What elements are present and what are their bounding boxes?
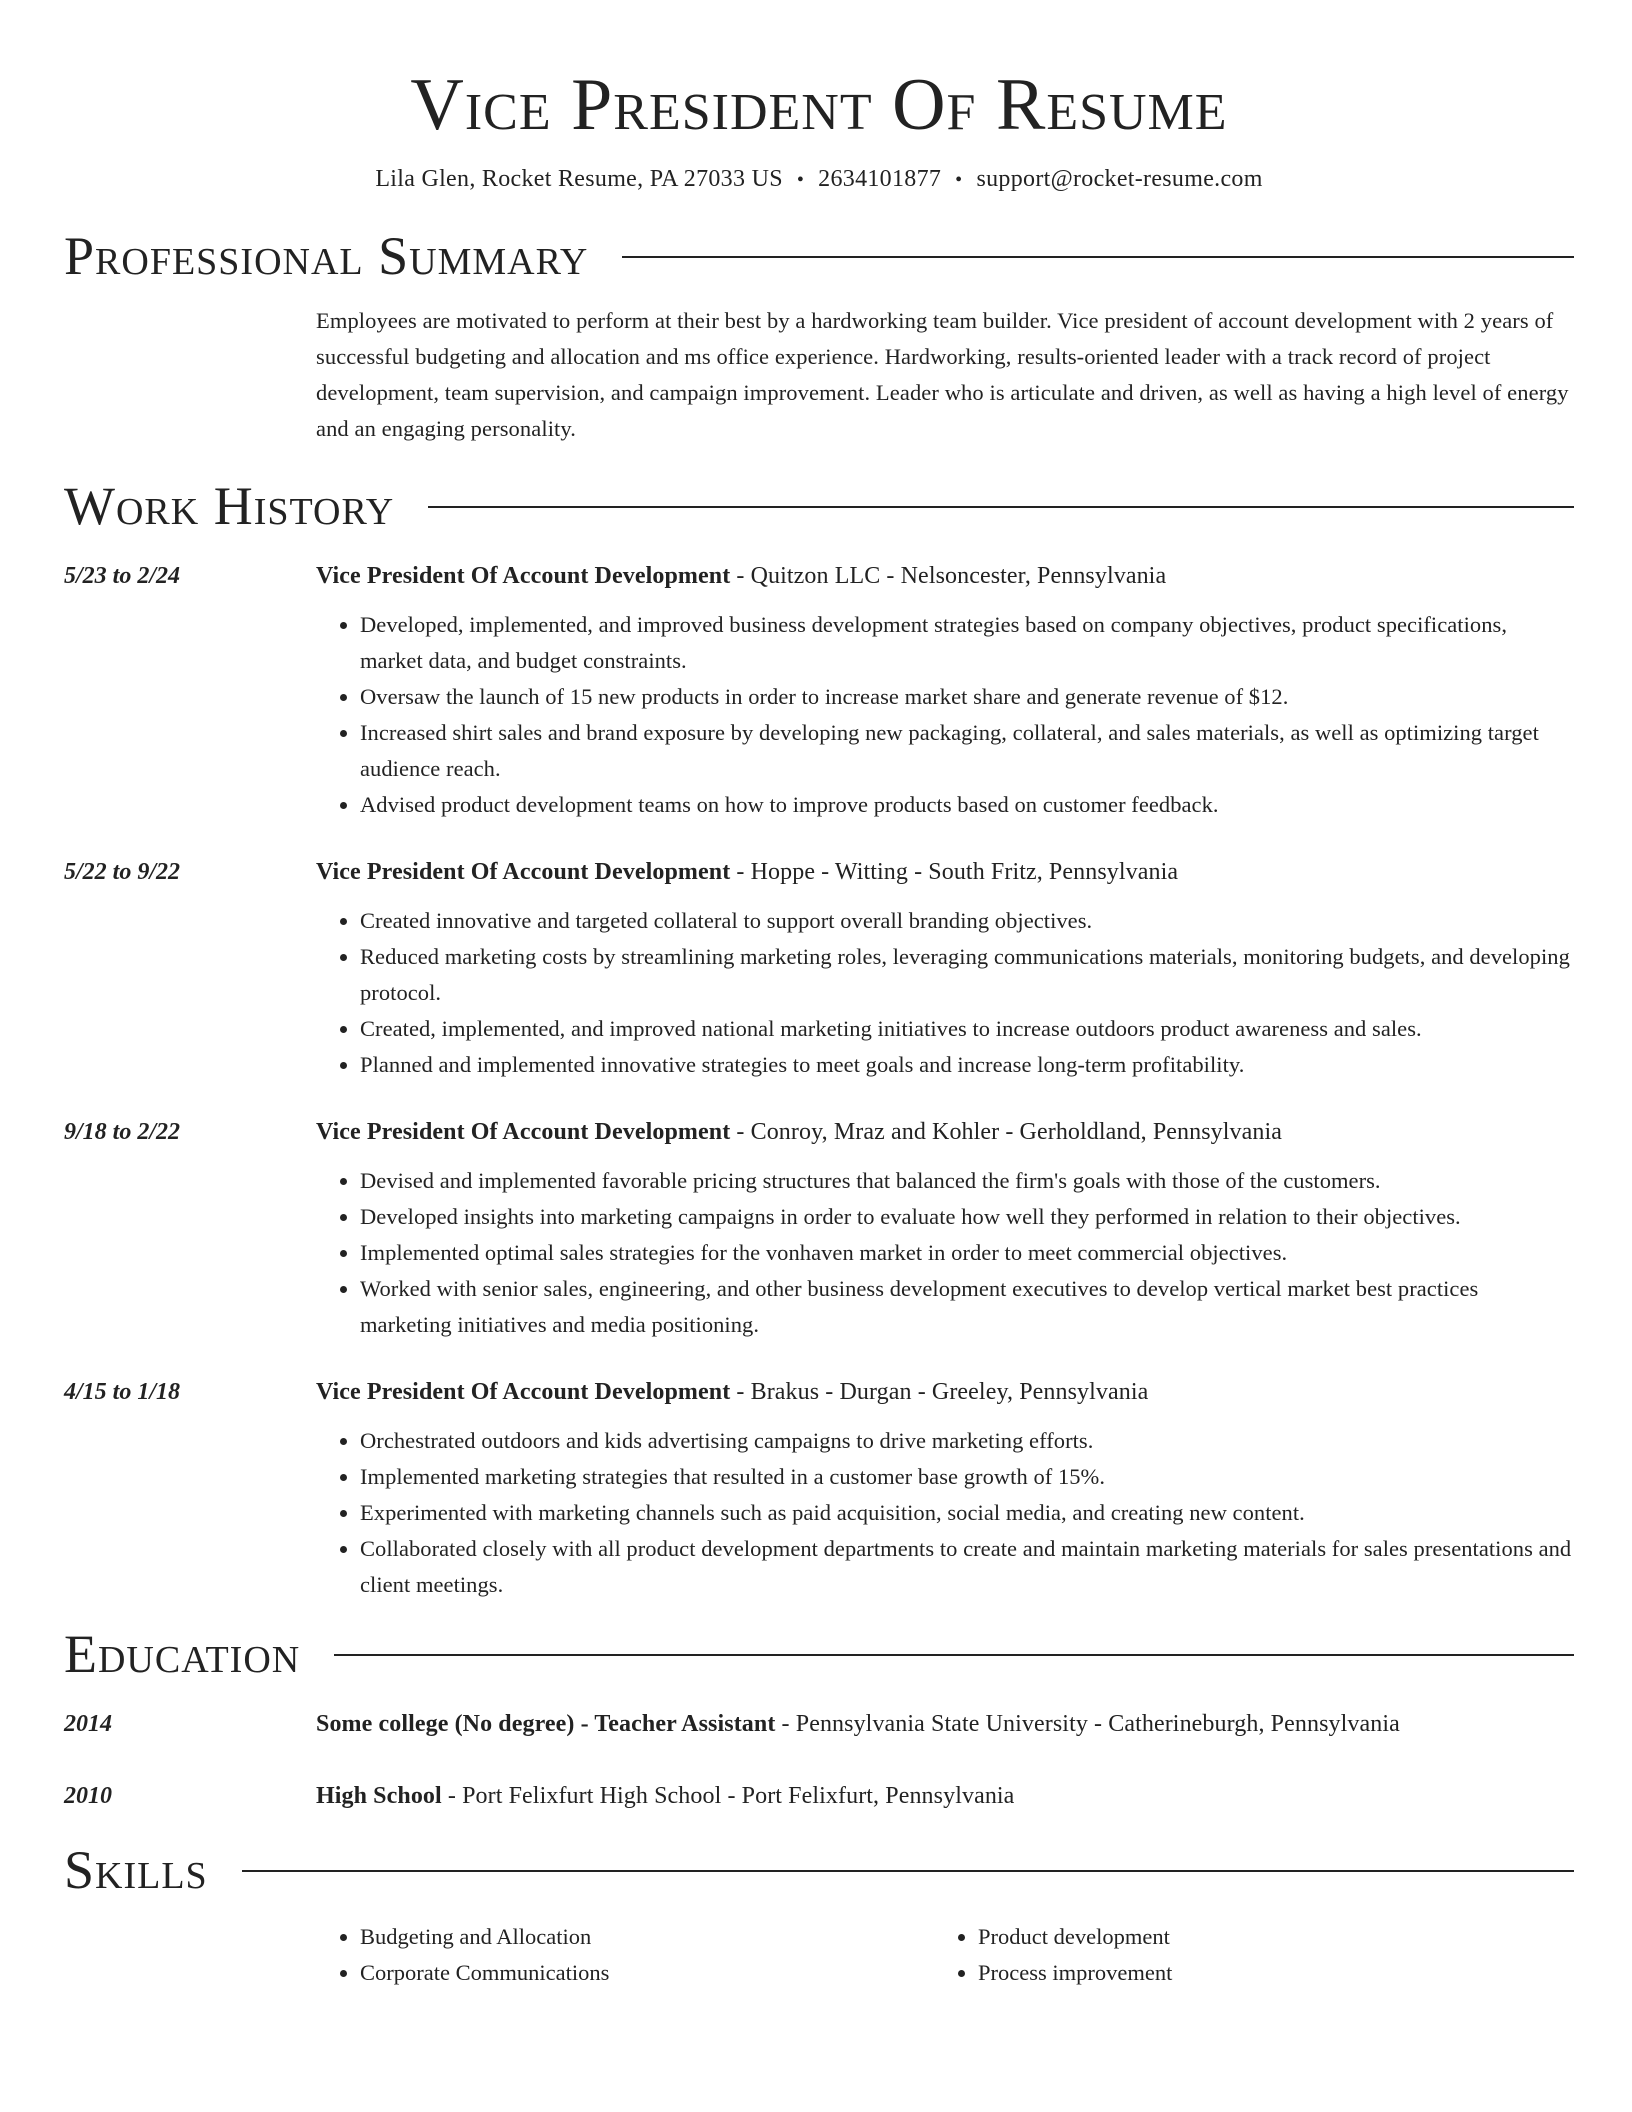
job-title: Vice President Of Account Development [316, 859, 731, 885]
job-bullet: • Developed, implemented, and improved business development strategies based on company objectives, product specifications, market data, and budget constraints. [360, 607, 1574, 679]
contact-email: support@rocket-resume.com [976, 166, 1263, 192]
job-body [316, 1377, 1574, 1603]
section-divider [242, 1870, 1574, 1872]
job-bullet: • Developed insights into marketing campaigns in order to evaluate how well they performed in relation to their objectives. [360, 1199, 1574, 1235]
job-bullet: • Created innovative and targeted collateral to support overall branding objectives. [360, 903, 1574, 939]
job-bullet: • Created, implemented, and improved national marketing initiatives to increase outdoors product awareness and sales. [360, 1011, 1574, 1047]
skills-columns [316, 1919, 1574, 1991]
job-body [316, 561, 1574, 823]
education-entry [64, 1781, 1574, 1811]
skills-section-header [64, 1841, 1574, 1899]
education-year: 2014 [64, 1711, 112, 1737]
work-history-list [64, 561, 1574, 1603]
education-headline [316, 1781, 1574, 1811]
job-title: Vice President Of Account Development [316, 1119, 731, 1145]
skills-heading: Skills [64, 1840, 208, 1900]
skills-column-left [316, 1919, 934, 1991]
education-list [64, 1709, 1574, 1811]
contact-phone: 2634101877 [818, 166, 942, 192]
job-headline [316, 1117, 1574, 1147]
education-details: - Pennsylvania State University - Catherineburgh, Pennsylvania [775, 1711, 1400, 1737]
job-details: - Brakus - Durgan - Greeley, Pennsylvania [730, 1379, 1149, 1405]
job-entry [64, 561, 1574, 823]
skill-item: • Budgeting and Allocation [360, 1919, 934, 1955]
summary-heading: Professional Summary [64, 226, 589, 286]
job-bullet: • Orchestrated outdoors and kids advertising campaigns to drive marketing efforts. [360, 1423, 1574, 1459]
skills-column-right [934, 1919, 1552, 1991]
education-degree: Some college (No degree) - Teacher Assistant [316, 1711, 776, 1737]
job-bullet: • Collaborated closely with all product development departments to create and maintain marketing materials for sales presentations and client meetings. [360, 1531, 1574, 1603]
job-dates: 5/22 to 9/22 [64, 859, 181, 885]
work-section-header [64, 477, 1574, 535]
education-section-header [64, 1625, 1574, 1683]
education-headline [316, 1709, 1574, 1739]
job-dates: 5/23 to 2/24 [64, 563, 181, 589]
job-bullets [316, 903, 1574, 1083]
job-details: - Hoppe - Witting - South Fritz, Pennsylvania [730, 859, 1179, 885]
education-body [316, 1781, 1574, 1811]
contact-address: Lila Glen, Rocket Resume, PA 27033 US [375, 166, 783, 192]
education-body [316, 1709, 1574, 1739]
contact-line [64, 164, 1574, 195]
job-bullet: • Oversaw the launch of 15 new products in order to increase market share and generate revenue of $12. [360, 679, 1574, 715]
job-headline [316, 1377, 1574, 1407]
education-heading: Education [64, 1624, 301, 1684]
job-entry [64, 1377, 1574, 1603]
job-title: Vice President Of Account Development [316, 563, 731, 589]
summary-text: Employees are motivated to perform at their best by a hardworking team builder. Vice president of account development with 2 years of successful budgeting and allocation and ms office experience. Hardworking, results-oriented leader with a track record of project development, team supervision, and campaign improvement. Leader who is articulate and driven, as well as having a high level of energy and an engaging personality. [316, 308, 1569, 441]
section-divider [622, 256, 1574, 258]
job-bullet: • Increased shirt sales and brand exposure by developing new packaging, collateral, and sales materials, as well as optimizing target audience reach. [360, 715, 1574, 787]
job-headline [316, 561, 1574, 591]
job-bullet: • Experimented with marketing channels such as paid acquisition, social media, and creating new content. [360, 1495, 1574, 1531]
job-entry [64, 1117, 1574, 1343]
job-dates: 9/18 to 2/22 [64, 1119, 181, 1145]
section-divider [428, 506, 1574, 508]
job-bullets [316, 607, 1574, 823]
resume-page [64, 0, 1574, 1991]
skill-item: • Product development [978, 1919, 1552, 1955]
section-divider [334, 1654, 1574, 1656]
work-heading: Work History [64, 476, 395, 536]
skill-item: • Corporate Communications [360, 1955, 934, 1991]
job-details: - Quitzon LLC - Nelsoncester, Pennsylvania [730, 563, 1167, 589]
job-details: - Conroy, Mraz and Kohler - Gerholdland, Pennsylvania [730, 1119, 1283, 1145]
contact-separator: • [796, 169, 805, 191]
job-body [316, 1117, 1574, 1343]
job-headline [316, 857, 1574, 887]
job-body [316, 857, 1574, 1083]
job-bullet: • Planned and implemented innovative strategies to meet goals and increase long-term profitability. [360, 1047, 1574, 1083]
summary-section-header [64, 227, 1574, 285]
job-bullet: • Reduced marketing costs by streamlining marketing roles, leveraging communications materials, monitoring budgets, and developing protocol. [360, 939, 1574, 1011]
job-bullets [316, 1163, 1574, 1343]
education-year: 2010 [64, 1783, 112, 1809]
job-entry [64, 857, 1574, 1083]
job-bullet: • Implemented marketing strategies that resulted in a customer base growth of 15%. [360, 1459, 1574, 1495]
job-bullet: • Worked with senior sales, engineering, and other business development executives to develop vertical market best practices marketing initiatives and media positioning. [360, 1271, 1574, 1343]
job-title: Vice President Of Account Development [316, 1379, 731, 1405]
education-entry [64, 1709, 1574, 1739]
education-details: - Port Felixfurt High School - Port Felixfurt, Pennsylvania [441, 1783, 1015, 1809]
contact-separator: • [955, 169, 963, 191]
job-bullet: • Implemented optimal sales strategies for the vonhaven market in order to meet commercial objectives. [360, 1235, 1574, 1271]
education-degree: High School [316, 1783, 442, 1809]
skill-item: • Process improvement [978, 1955, 1552, 1991]
job-bullet: • Devised and implemented favorable pricing structures that balanced the firm's goals with those of the customers. [360, 1163, 1574, 1199]
job-bullet: • Advised product development teams on how to improve products based on customer feedback. [360, 787, 1574, 823]
job-dates: 4/15 to 1/18 [64, 1379, 181, 1405]
resume-title: Vice President Of Resume [410, 64, 1228, 146]
job-bullets [316, 1423, 1574, 1603]
